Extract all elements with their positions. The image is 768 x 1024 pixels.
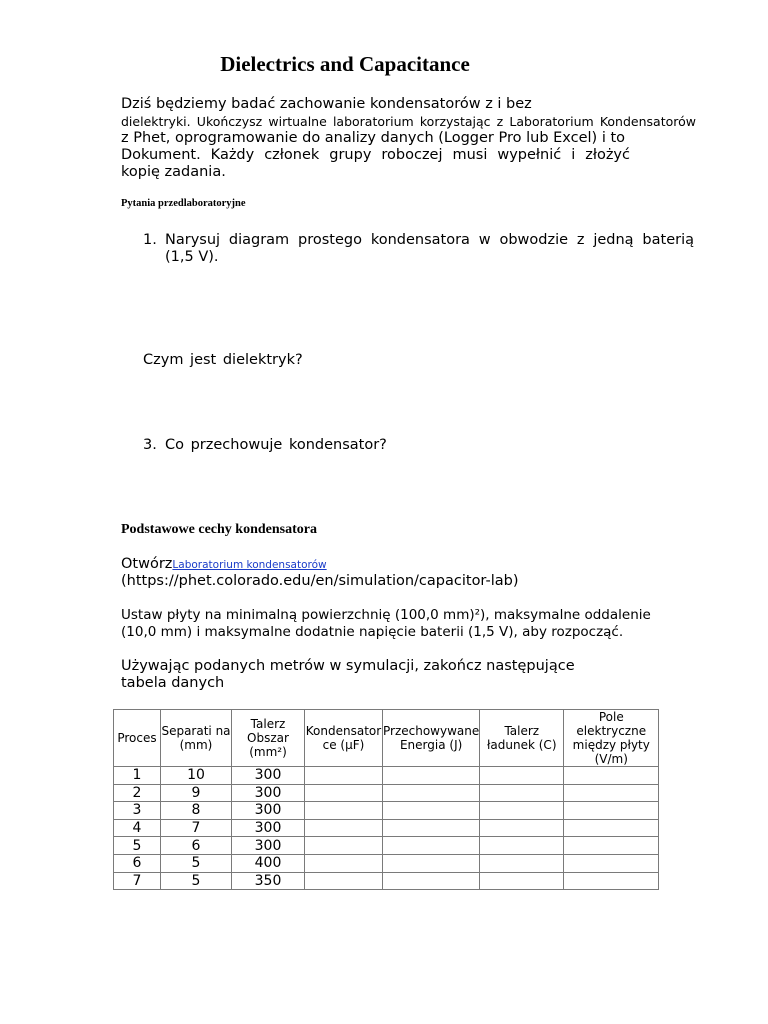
- cell-separation: 9: [161, 784, 232, 802]
- open-prefix: Otwórz: [121, 556, 173, 572]
- cell-plate-area: 400: [232, 854, 305, 872]
- table-row: [114, 767, 659, 785]
- header-electric-field: Pole elektryczne między płyty (V/m): [564, 710, 659, 767]
- setup-paragraph: [121, 607, 651, 641]
- cell-electric-field[interactable]: [564, 802, 659, 820]
- cell-plate-area: 300: [232, 802, 305, 820]
- cell-plate-charge[interactable]: [480, 767, 564, 785]
- cell-capacitance[interactable]: [305, 837, 383, 855]
- cell-capacitance[interactable]: [305, 819, 383, 837]
- table-row: [114, 784, 659, 802]
- intro-line-3: z Phet, oprogramowanie do analizy danych (Logger Pro lub Excel) i to: [121, 130, 626, 146]
- table-row: [114, 854, 659, 872]
- cell-plate-area: 300: [232, 767, 305, 785]
- cell-electric-field[interactable]: [564, 819, 659, 837]
- question-1-line-2: (1,5 V).: [165, 249, 219, 265]
- cell-separation: 10: [161, 767, 232, 785]
- intro-line-5: kopię zadania.: [121, 164, 226, 180]
- cell-electric-field[interactable]: [564, 837, 659, 855]
- cell-stored-energy[interactable]: [383, 784, 480, 802]
- cell-plate-area: 300: [232, 837, 305, 855]
- cell-plate-area: 300: [232, 819, 305, 837]
- table-header-row: [114, 710, 659, 767]
- table-row: [114, 837, 659, 855]
- table-row: [114, 802, 659, 820]
- cell-stored-energy[interactable]: [383, 819, 480, 837]
- cell-stored-energy[interactable]: [383, 802, 480, 820]
- intro-line-2: dielektryki. Ukończysz wirtualne laboratorium korzystając z Laboratorium Kondensatorów: [121, 114, 696, 129]
- table-row: [114, 872, 659, 890]
- setup-line-1: Ustaw płyty na minimalną powierzchnię (100,0 mm)²), maksymalne oddalenie: [121, 607, 651, 623]
- meters-line-1: Używając podanych metrów w symulacji, zakończ następujące: [121, 658, 575, 674]
- question-3-number: 3.: [143, 437, 157, 453]
- prelab-heading: Pytania przedlaboratoryjne: [121, 198, 246, 209]
- cell-plate-charge[interactable]: [480, 837, 564, 855]
- cell-plate-area: 350: [232, 872, 305, 890]
- question-1-line-1: Narysuj diagram prostego kondensatora w obwodzie z jedną baterią: [165, 232, 694, 248]
- cell-electric-field[interactable]: [564, 767, 659, 785]
- cell-capacitance[interactable]: [305, 784, 383, 802]
- cell-separation: 8: [161, 802, 232, 820]
- cell-plate-charge[interactable]: [480, 784, 564, 802]
- cell-process: 6: [114, 854, 161, 872]
- cell-plate-charge[interactable]: [480, 802, 564, 820]
- basics-heading: Podstawowe cechy kondensatora: [121, 522, 317, 537]
- cell-plate-charge[interactable]: [480, 854, 564, 872]
- intro-line-1: Dziś będziemy badać zachowanie kondensatorów z i bez: [121, 96, 532, 112]
- header-process: Proces: [114, 710, 161, 767]
- cell-capacitance[interactable]: [305, 872, 383, 890]
- cell-capacitance[interactable]: [305, 854, 383, 872]
- cell-capacitance[interactable]: [305, 802, 383, 820]
- header-stored-energy: Przechowywane Energia (J): [383, 710, 480, 767]
- cell-electric-field[interactable]: [564, 854, 659, 872]
- page-title: Dielectrics and Capacitance: [220, 52, 470, 76]
- header-plate-charge: Talerz ładunek (C): [480, 710, 564, 767]
- meters-paragraph: [121, 658, 575, 692]
- cell-process: 2: [114, 784, 161, 802]
- cell-process: 3: [114, 802, 161, 820]
- cell-electric-field[interactable]: [564, 784, 659, 802]
- intro-paragraph: [121, 96, 696, 181]
- cell-stored-energy[interactable]: [383, 854, 480, 872]
- question-1-number: 1.: [143, 232, 157, 248]
- cell-plate-charge[interactable]: [480, 819, 564, 837]
- open-line: [121, 556, 327, 574]
- header-plate-area: Talerz Obszar (mm²): [232, 710, 305, 767]
- setup-line-2: (10,0 mm) i maksymalne dodatnie napięcie baterii (1,5 V), aby rozpocząć.: [121, 624, 624, 640]
- meters-line-2: tabela danych: [121, 675, 225, 691]
- cell-process: 4: [114, 819, 161, 837]
- table-row: [114, 819, 659, 837]
- cell-plate-charge[interactable]: [480, 872, 564, 890]
- data-table: [113, 709, 659, 890]
- cell-separation: 5: [161, 854, 232, 872]
- cell-plate-area: 300: [232, 784, 305, 802]
- cell-stored-energy[interactable]: [383, 872, 480, 890]
- cell-process: 1: [114, 767, 161, 785]
- question-3: Co przechowuje kondensator?: [165, 437, 387, 453]
- cell-stored-energy[interactable]: [383, 837, 480, 855]
- header-capacitance: Kondensator ce (µF): [305, 710, 383, 767]
- cell-separation: 6: [161, 837, 232, 855]
- question-2: Czym jest dielektryk?: [143, 352, 303, 368]
- intro-line-4: Dokument. Każdy członek grupy roboczej musi wypełnić i złożyć: [121, 147, 630, 163]
- cell-separation: 5: [161, 872, 232, 890]
- header-separation: Separati na (mm): [161, 710, 232, 767]
- cell-capacitance[interactable]: [305, 767, 383, 785]
- cell-separation: 7: [161, 819, 232, 837]
- cell-electric-field[interactable]: [564, 872, 659, 890]
- cell-process: 5: [114, 837, 161, 855]
- cell-stored-energy[interactable]: [383, 767, 480, 785]
- capacitor-lab-link[interactable]: Laboratorium kondensatorów: [172, 559, 327, 571]
- url-line: (https://phet.colorado.edu/en/simulation/capacitor-lab): [121, 573, 519, 589]
- cell-process: 7: [114, 872, 161, 890]
